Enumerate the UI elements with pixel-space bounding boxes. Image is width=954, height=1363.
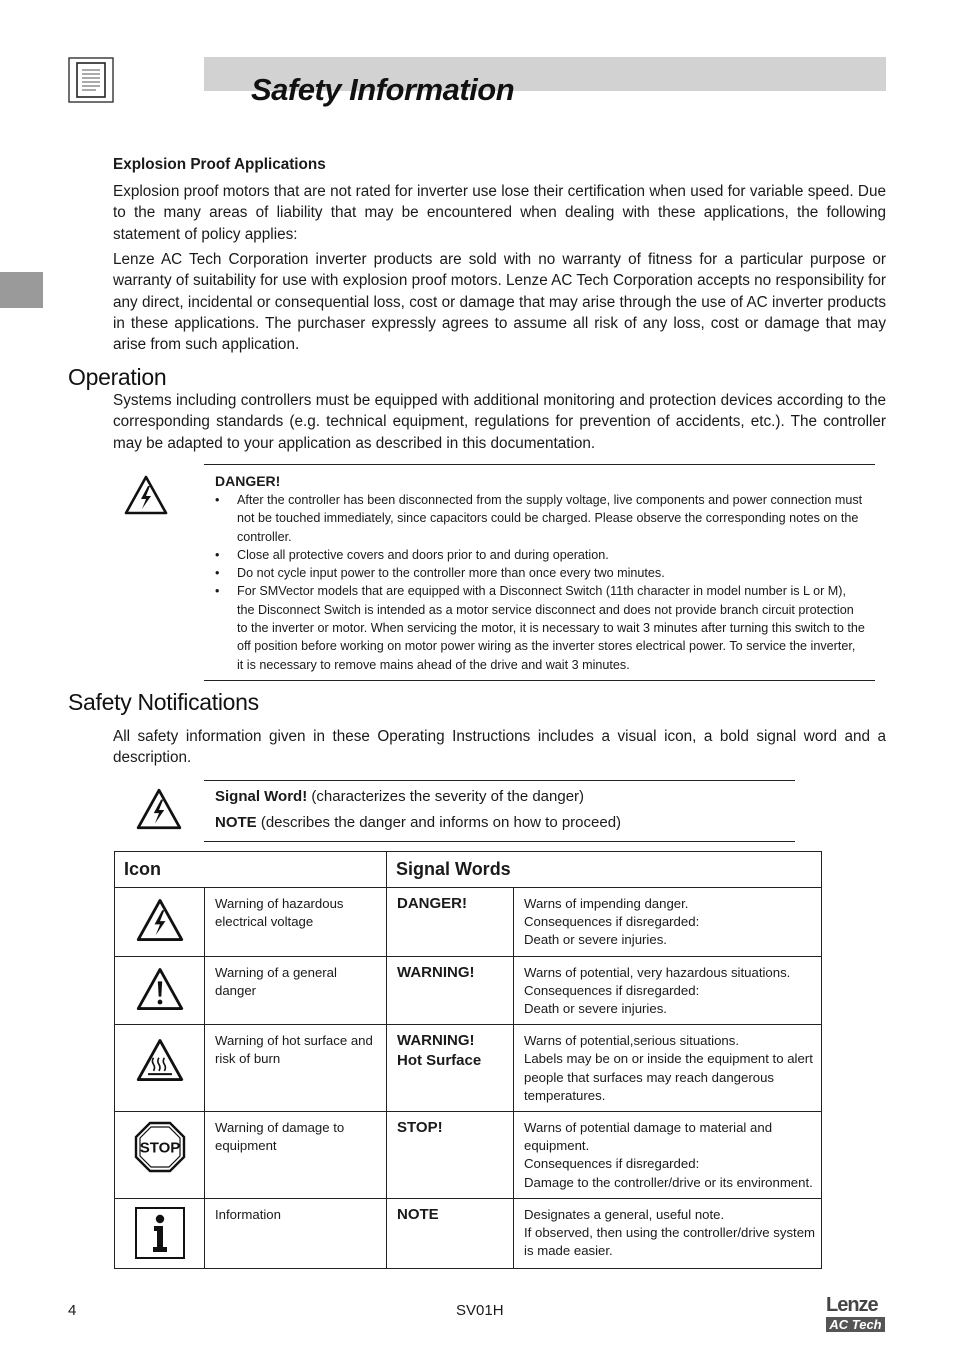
explosion-para-1: Explosion proof motors that are not rated for inverter use lose their certification when used for variable speed. Due to the many areas of liability that may be encountered when dealing with these applications, the following statement of policy applies: (113, 183, 886, 243)
icon-description: Warning of a general danger (205, 956, 387, 1025)
meaning-line: If observed, then using the controller/drive system is made easier. (524, 1225, 816, 1259)
meaning-line: Death or severe injuries. (524, 1001, 667, 1017)
document-icon (68, 57, 114, 103)
signal-word-line (215, 788, 584, 805)
lenze-logo (826, 1295, 886, 1332)
stop-sign-text: STOP (139, 1139, 180, 1157)
hot-surface-icon (135, 1037, 185, 1083)
icon-cell (115, 1198, 205, 1268)
danger-bullet: • For SMVector models that are equipped with a Disconnect Switch (11th character in model number is L or M), the Disconnect Switch is intended as a motor service disconnect and does not provide branch circuit protection to the inverter or motor. When servicing the motor, it is necessary to wait 3 minutes after turning this switch to the off position before working on motor power wiring as the inverter stores electrical power. To service the inverter, it is necessary to remove mains ahead of the drive and wait 3 minutes. (215, 582, 865, 673)
icon-cell (115, 888, 205, 957)
icon-description: Information (205, 1198, 387, 1268)
column-header-signal-words: Signal Words (387, 852, 822, 888)
danger-title: DANGER! (215, 473, 281, 489)
meaning-line: Consequences if disregarded: (524, 982, 700, 998)
signal-meaning (514, 888, 822, 957)
operation-para: Systems including controllers must be equipped with additional monitoring and protection devices according to the corresponding standards (e.g. technical equipment, regulations for prevention of accidents, etc.). The controller may be adapted to your application as described in this documentation. (113, 392, 886, 452)
meaning-line: Warns of potential damage to material and equipment. (524, 1120, 773, 1154)
stop-sign-icon (134, 1121, 186, 1173)
meaning-line: Designates a general, useful note. (524, 1206, 725, 1222)
note-line (215, 814, 621, 831)
meaning-line: Consequences if disregarded: (524, 914, 700, 930)
signal-word-text: NOTE (397, 1205, 439, 1223)
electrical-voltage-icon (135, 897, 185, 943)
explosion-para-2: Lenze AC Tech Corporation inverter products are sold with no warranty of fitness for a particular purpose or warranty of suitability for use with explosion proof motors. Lenze AC Tech Corporation accepts no responsibility for any direct, incidental or consequential loss, cost or damage that may arise through the use of AC inverter products in these applications. The purchaser expressly agrees to assume all risk of any loss, cost or damage that may arise from such application. (113, 251, 886, 354)
meaning-line: Death or severe injuries. (524, 932, 667, 948)
icon-cell (115, 1112, 205, 1199)
icon-cell (115, 1025, 205, 1112)
side-tab-marker (0, 272, 43, 308)
signal-word-label: Signal Word! (215, 788, 308, 805)
page-number: 4 (68, 1302, 77, 1319)
electrical-voltage-icon (123, 474, 169, 516)
table-row (115, 1198, 822, 1268)
signal-word (387, 1112, 514, 1199)
operation-heading: Operation (68, 364, 167, 390)
signal-meaning (514, 956, 822, 1025)
general-danger-icon (135, 966, 185, 1012)
document-code: SV01H (456, 1302, 504, 1319)
signal-word-text: WARNING! (397, 963, 475, 981)
danger-bullet: • Do not cycle input power to the controller more than once every two minutes. (215, 564, 865, 582)
danger-bullet: • Close all protective covers and doors prior to and during operation. (215, 546, 865, 564)
icon-description: Warning of hazardous electrical voltage (205, 888, 387, 957)
logo-subtitle: AC Tech (826, 1317, 885, 1332)
notifications-heading: Safety Notifications (68, 689, 259, 715)
signal-word-text: STOP! (397, 1119, 443, 1137)
signal-meaning (514, 1025, 822, 1112)
signal-word (387, 1198, 514, 1268)
explosion-heading: Explosion Proof Applications (113, 156, 326, 173)
table-row (115, 1025, 822, 1112)
note-label: NOTE (215, 814, 257, 831)
signal-meaning (514, 1112, 822, 1199)
icon-cell (115, 956, 205, 1025)
notifications-para: All safety information given in these Operating Instructions includes a visual icon, a bold signal word and a description. (113, 728, 886, 767)
table-row (115, 1112, 822, 1199)
table-header-row (115, 852, 822, 888)
danger-bullet: • After the controller has been disconnected from the supply voltage, live components and power connection must not be touched immediately, since capacitors could be charged. Please observe the corresponding notes on the controller. (215, 491, 865, 546)
electrical-voltage-icon (135, 787, 183, 831)
information-icon (134, 1206, 186, 1260)
signal-word-text: Hot Surface (397, 1052, 482, 1070)
icon-description: Warning of damage to equipment (205, 1112, 387, 1199)
column-header-icon: Icon (115, 852, 387, 888)
signal-word (387, 1025, 514, 1112)
table-row (115, 956, 822, 1025)
meaning-line: Warns of potential,serious situations. (524, 1033, 740, 1049)
icon-description: Warning of hot surface and risk of burn (205, 1025, 387, 1112)
signal-word-desc: (characterizes the severity of the danger) (307, 788, 585, 805)
meaning-line: Labels may be on or inside the equipment to alert people that surfaces may reach dangerous temperatures. (524, 1051, 813, 1103)
signal-words-table (114, 851, 822, 1269)
signal-word (387, 888, 514, 957)
logo-wordmark: Lenze (826, 1294, 878, 1316)
signal-meaning (514, 1198, 822, 1268)
meaning-line: Warns of potential, very hazardous situations. (524, 964, 791, 980)
table-row (115, 888, 822, 957)
meaning-line: Consequences if disregarded: (524, 1156, 700, 1172)
page-title: Safety Information (251, 72, 515, 107)
signal-word-text: DANGER! (397, 895, 468, 912)
signal-word-text: WARNING! (397, 1032, 475, 1050)
meaning-line: Damage to the controller/drive or its environment. (524, 1174, 813, 1190)
note-desc: (describes the danger and informs on how to proceed) (256, 814, 622, 831)
danger-bullet-list (215, 491, 865, 674)
meaning-line: Warns of impending danger. (524, 896, 689, 911)
signal-word (387, 956, 514, 1025)
